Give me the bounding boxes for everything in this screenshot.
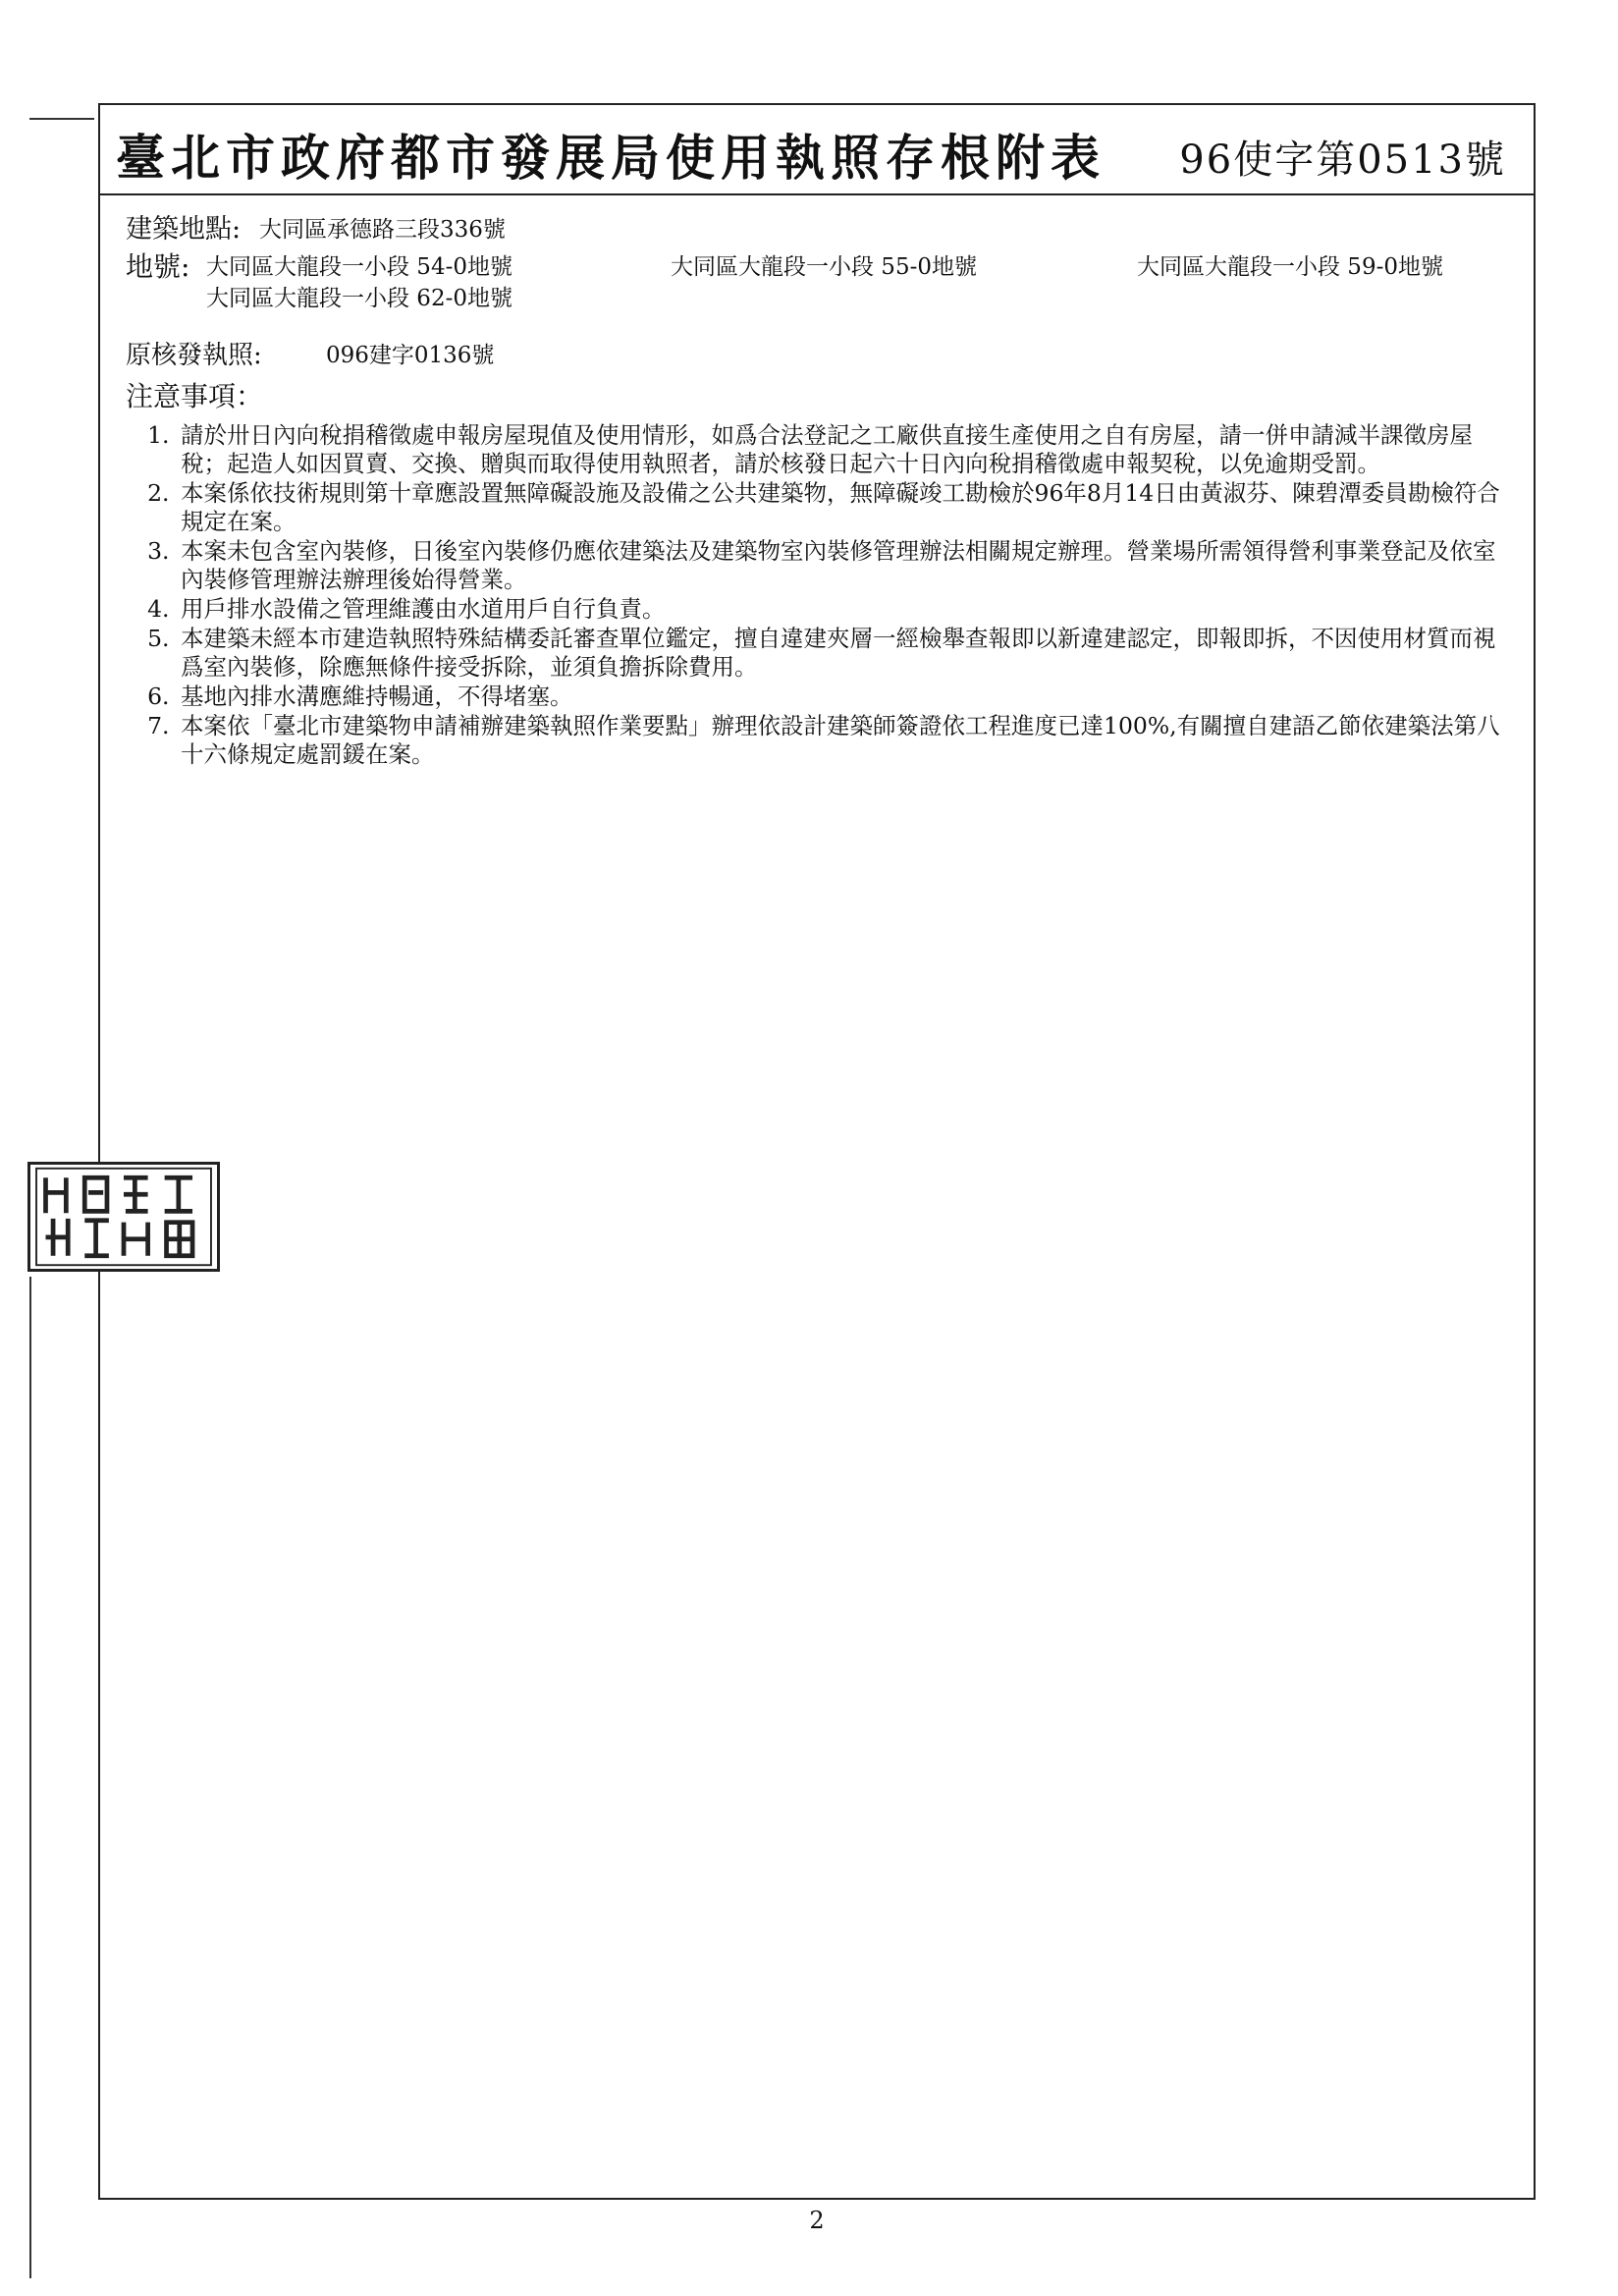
page-number: 2	[809, 2207, 825, 2234]
title-bar	[100, 105, 1534, 195]
note-item: 2. 本案係依技術規則第十章應設置無障礙設施及設備之公共建築物，無障礙竣工勘檢於96年8月14日由黃淑芬、陳碧潭委員勘檢符合規定在案。	[177, 479, 1514, 536]
seal-stamp-icon	[30, 1165, 217, 1269]
official-seal	[27, 1162, 220, 1272]
original-permit-value: 096建字0136號	[326, 343, 495, 368]
lot-row-1	[126, 252, 1514, 284]
left-margin-line	[29, 1277, 31, 2278]
lot-item: 大同區大龍段一小段 59-0地號	[1137, 254, 1443, 280]
notes-title: 注意事項：	[126, 380, 264, 412]
page-title: 臺北市政府都市發展局使用執照存根附表	[116, 129, 1106, 187]
address-row	[126, 215, 1514, 246]
notes-list	[126, 421, 1514, 769]
note-item: 6. 基地內排水溝應維持暢通，不得堵塞。	[177, 683, 1514, 711]
note-item: 4. 用戶排水設備之管理維護由水道用戶自行負責。	[177, 595, 1514, 624]
original-permit-label: 原核發執照:	[126, 341, 262, 370]
lot-item: 大同區大龍段一小段 55-0地號	[671, 254, 977, 280]
note-item: 5. 本建築未經本市建造執照特殊結構委託審查單位鑑定，擅自違建夾層一經檢舉查報即以新違建認定，即報即拆，不因使用材質而視爲室內裝修，除應無條件接受拆除，並須負擔拆除費用。	[177, 625, 1514, 682]
address-label: 建築地點:	[126, 214, 242, 245]
lot-row-2	[126, 284, 1514, 315]
lot-item: 大同區大龍段一小段 54-0地號	[206, 254, 512, 280]
original-permit-row	[126, 341, 1514, 372]
left-margin-tick	[29, 118, 94, 120]
address-value: 大同區承德路三段336號	[259, 217, 506, 243]
form-body	[126, 215, 1514, 770]
lot-label: 地號:	[126, 250, 190, 283]
lot-item: 大同區大龍段一小段 62-0地號	[206, 286, 512, 311]
note-item: 3. 本案未包含室內裝修，日後室內裝修仍應依建築法及建築物室內裝修管理辦法相關規定辦理。營業場所需領得營利事業登記及依室內裝修管理辦法辦理後始得營業。	[177, 537, 1514, 594]
note-item: 1. 請於卅日內向稅捐稽徵處申報房屋現值及使用情形，如爲合法登記之工廠供直接生產使用之自有房屋，請一併申請減半課徵房屋稅；起造人如因買賣、交換、贈與而取得使用執照者，請於核發日起六十日內向稅捐稽徵處申報契稅，以免逾期受罰。	[177, 421, 1514, 478]
permit-number: 96使字第0513號	[1179, 137, 1506, 183]
note-item: 7. 本案依「臺北市建築物申請補辦建築執照作業要點」辦理依設計建築師簽證依工程進度已達100%,有關擅自建語乙節依建築法第八十六條規定處罰鍰在案。	[177, 712, 1514, 769]
form-frame	[98, 103, 1536, 2234]
